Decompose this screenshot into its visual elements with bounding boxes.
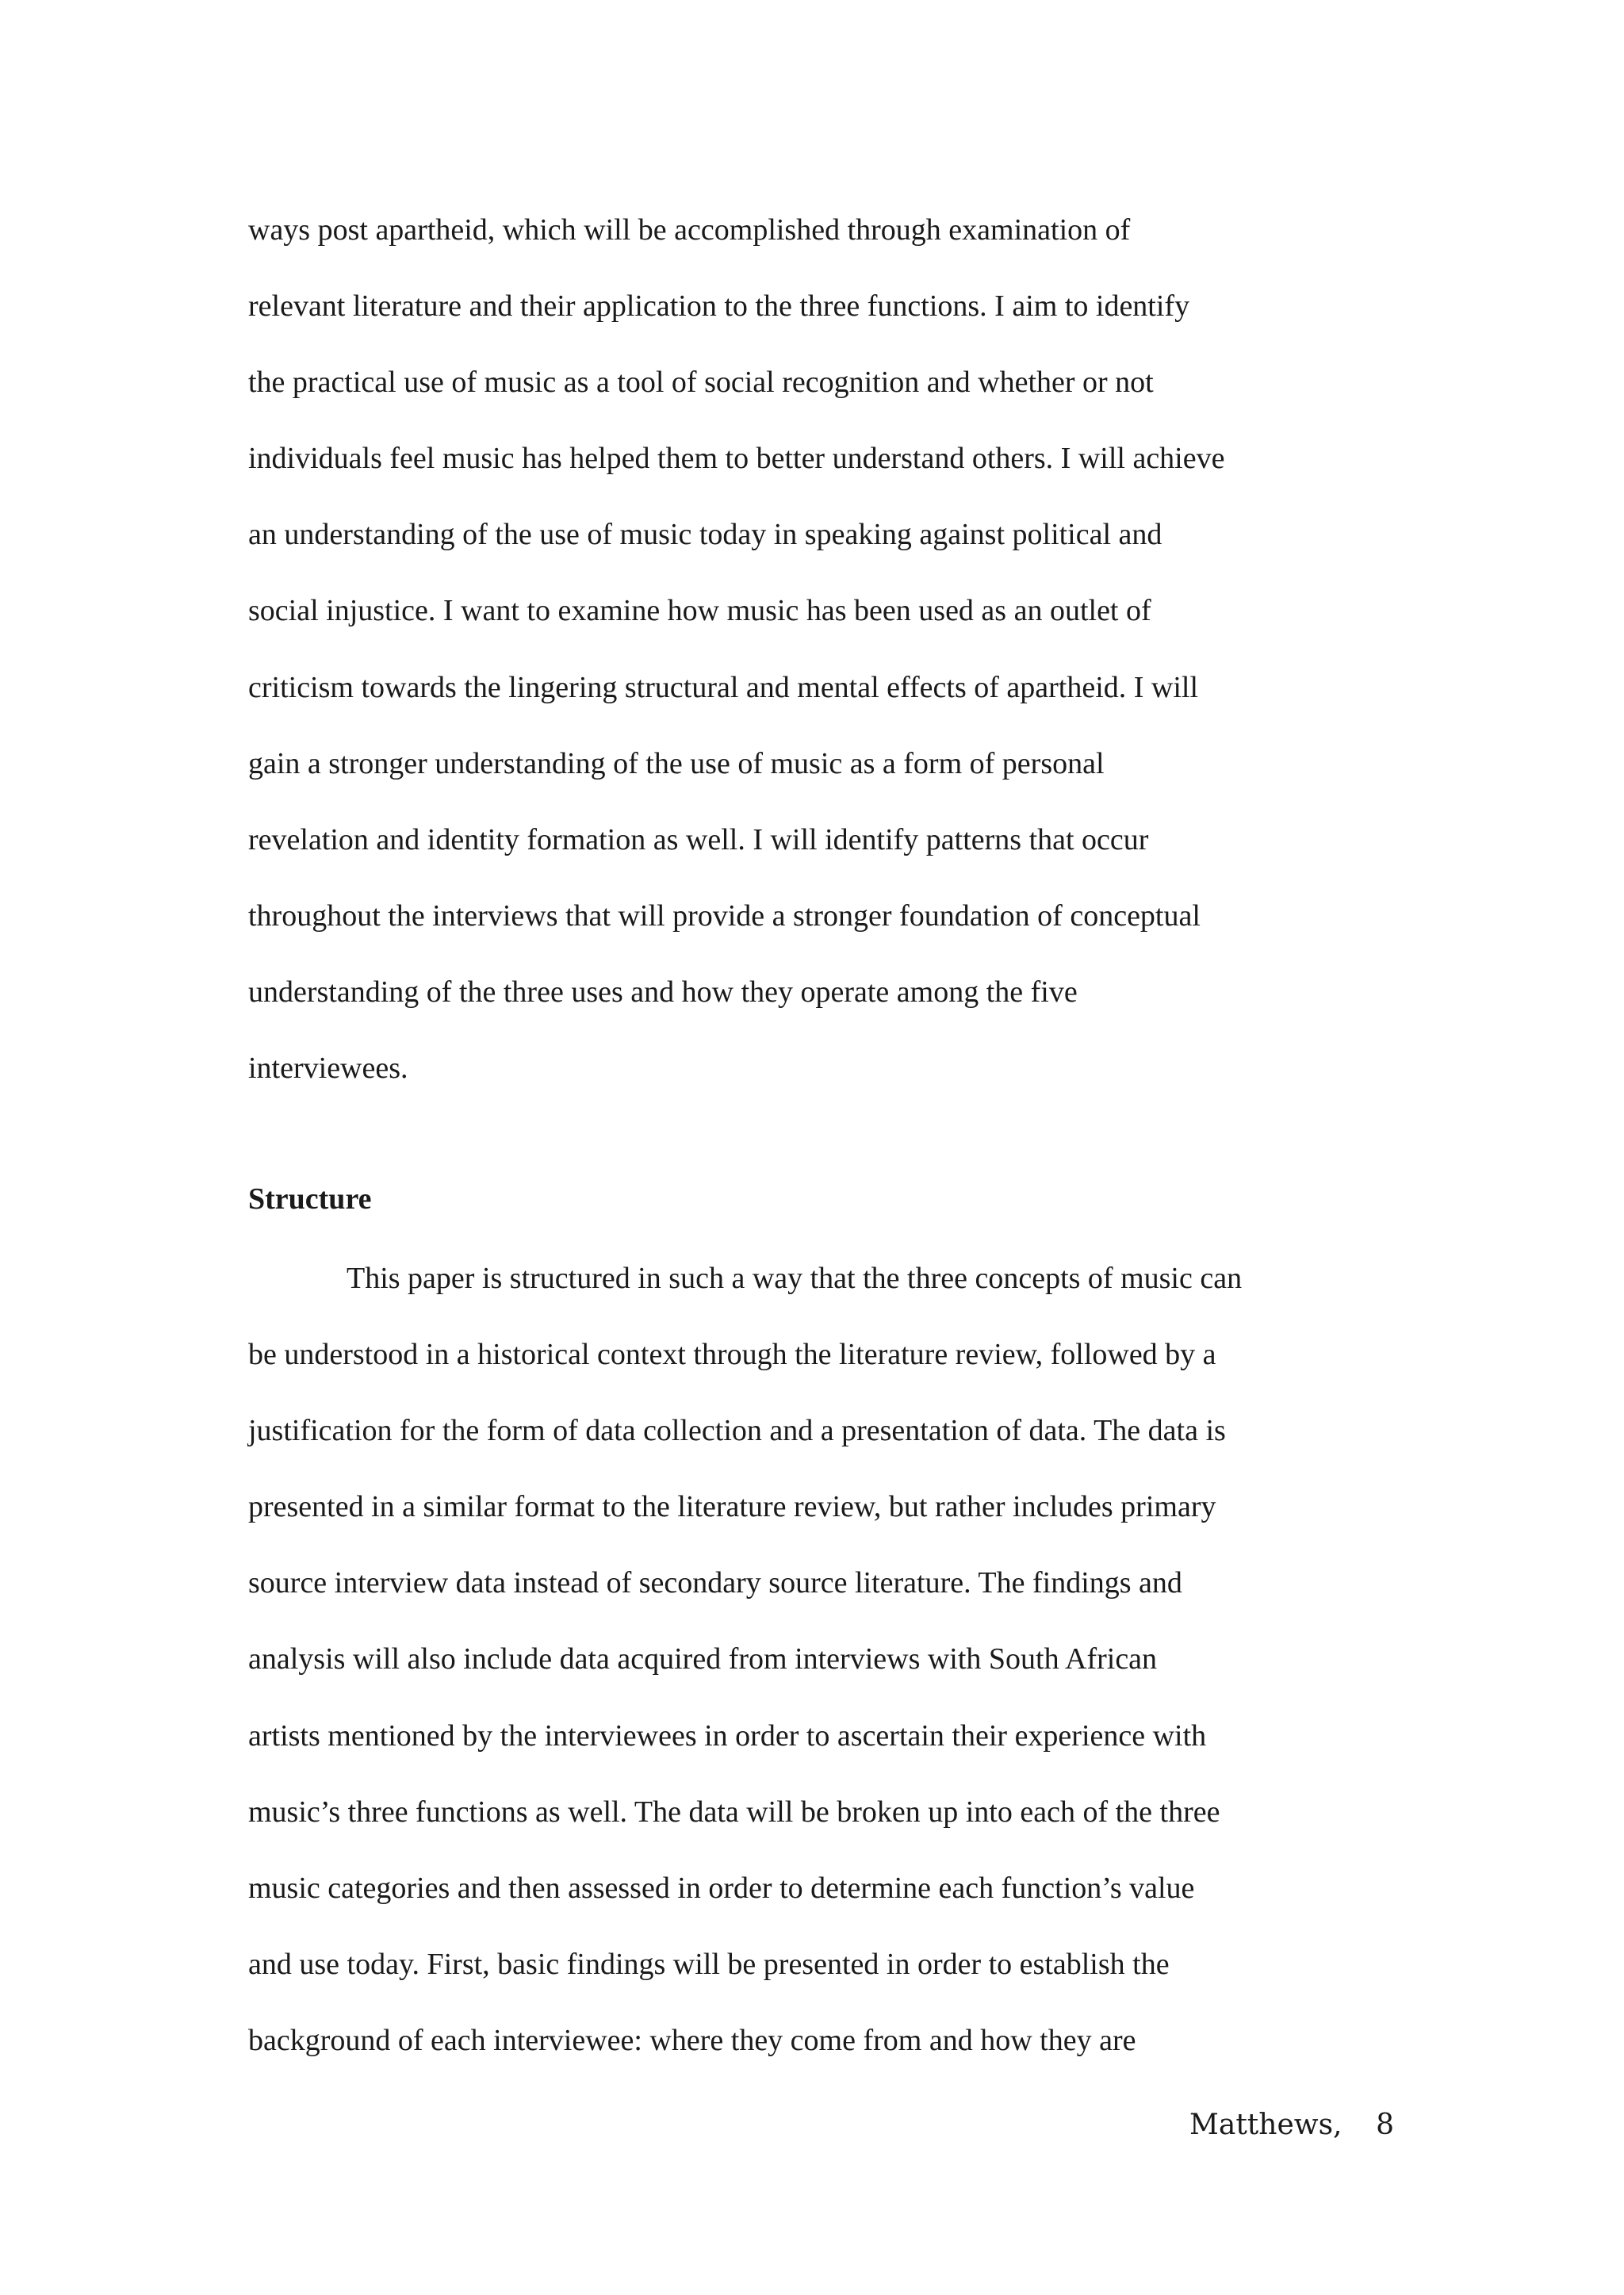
text-line: throughout the interviews that will provide a stronger foundation of conceptual bbox=[248, 898, 1201, 933]
page-footer bbox=[1189, 2103, 1394, 2147]
body-paragraph-intro bbox=[248, 192, 1390, 1106]
text-line: gain a stronger understanding of the use of music as a form of personal bbox=[248, 746, 1105, 780]
text-line: understanding of the three uses and how they operate among the five bbox=[248, 975, 1078, 1009]
text-line: justification for the form of data collection and a presentation of data. The data is bbox=[248, 1414, 1226, 1448]
text-line: be understood in a historical context through the literature review, followed by a bbox=[248, 1338, 1216, 1372]
text-line: artists mentioned by the interviewees in order to ascertain their experience with bbox=[248, 1718, 1207, 1753]
text-line: background of each interviewee: where they come from and how they are bbox=[248, 2023, 1136, 2057]
text-line: and use today. First, basic findings will be presented in order to establish the bbox=[248, 1947, 1170, 1981]
page-number: 8 bbox=[1376, 2109, 1394, 2141]
text-line: music categories and then assessed in order to determine each function’s value bbox=[248, 1871, 1195, 1905]
text-line: relevant literature and their application to the three functions. I aim to identify bbox=[248, 289, 1190, 324]
text-line: music’s three functions as well. The data will be broken up into each of the three bbox=[248, 1795, 1220, 1829]
text-line: criticism towards the lingering structural and mental effects of apartheid. I will bbox=[248, 670, 1199, 704]
body-paragraph-structure bbox=[248, 1240, 1390, 2079]
text-line: This paper is structured in such a way that the three concepts of music can bbox=[347, 1262, 1243, 1295]
text-line: ways post apartheid, which will be accomplished through examination of bbox=[248, 213, 1131, 247]
text-line: presented in a similar format to the literature review, but rather includes primary bbox=[248, 1490, 1216, 1524]
text-line: source interview data instead of secondary source literature. The findings and bbox=[248, 1566, 1182, 1600]
text-line: analysis will also include data acquired from interviews with South African bbox=[248, 1642, 1158, 1676]
text-line: social injustice. I want to examine how music has been used as an outlet of bbox=[248, 594, 1151, 628]
footer-author: Matthews, bbox=[1189, 2109, 1342, 2141]
section-heading-structure: Structure bbox=[248, 1182, 372, 1216]
text-line: individuals feel music has helped them to better understand others. I will achieve bbox=[248, 442, 1225, 476]
text-line: interviewees. bbox=[248, 1052, 408, 1086]
text-line: revelation and identity formation as well. I will identify patterns that occur bbox=[248, 822, 1149, 856]
text-line: the practical use of music as a tool of social recognition and whether or not bbox=[248, 366, 1154, 400]
text-line: an understanding of the use of music today in speaking against political and bbox=[248, 518, 1162, 552]
